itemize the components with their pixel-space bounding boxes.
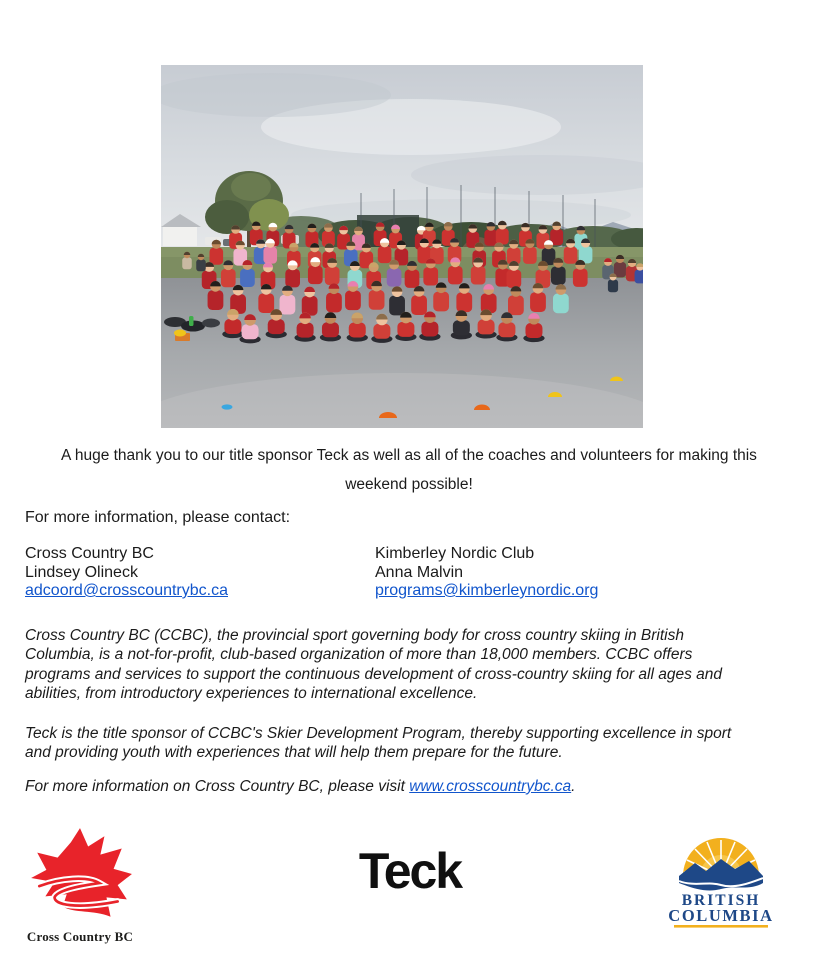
bc-logo-line2: COLUMBIA	[668, 906, 774, 925]
group-photo	[161, 65, 643, 428]
kimberley-email-link[interactable]: programs@kimberleynordic.org	[375, 582, 599, 599]
sponsor-logos-row	[0, 820, 818, 952]
contact-kimberley	[375, 545, 598, 601]
more-info-prefix: For more information on Cross Country BC, please visit	[25, 778, 410, 795]
photo-caption: A huge thank you to our title sponsor Teck as well as all of the coaches and volunteers for making this weekend possible!	[61, 447, 757, 493]
contact-name: Anna Malvin	[375, 563, 464, 581]
more-info-paragraph	[25, 777, 749, 796]
about-teck-paragraph: Teck is the title sponsor of CCBC's Skier Development Program, thereby supporting excellence in sport and providing youth with experiences that will help them prepare for the future.	[25, 725, 732, 762]
contact-org: Kimberley Nordic Club	[375, 545, 535, 562]
ccbc-logo-label: Cross Country BC	[26, 929, 134, 944]
more-info-suffix: .	[571, 778, 576, 795]
contact-org: Cross Country BC	[25, 545, 154, 562]
contact-intro: For more information, please contact:	[25, 509, 291, 526]
bc-logo-line1: BRITISH	[681, 892, 761, 909]
group-photo-illustration	[161, 65, 643, 428]
ccbc-maple-leaf-icon	[24, 826, 136, 928]
ccbc-email-link[interactable]: adcoord@crosscountrybc.ca	[25, 582, 228, 599]
contact-ccbc	[25, 545, 228, 601]
ccbc-logo	[18, 826, 142, 945]
bc-logo	[651, 826, 791, 934]
teck-logo: Teck	[358, 843, 462, 899]
about-ccbc-paragraph: Cross Country BC (CCBC), the provincial sport governing body for cross country skiing in British Columbia, is a not-for-profit, club-based organization of more than 18,000 members. CCBC offers programs and services to support the continuous development of cross-country skiing for all ages and abilities, from introductory experiences to international excellence.	[25, 627, 723, 702]
bc-sunburst-icon	[654, 826, 788, 934]
contact-name: Lindsey Olineck	[25, 563, 138, 581]
ccbc-website-link[interactable]: www.crosscountrybc.ca	[409, 778, 572, 795]
